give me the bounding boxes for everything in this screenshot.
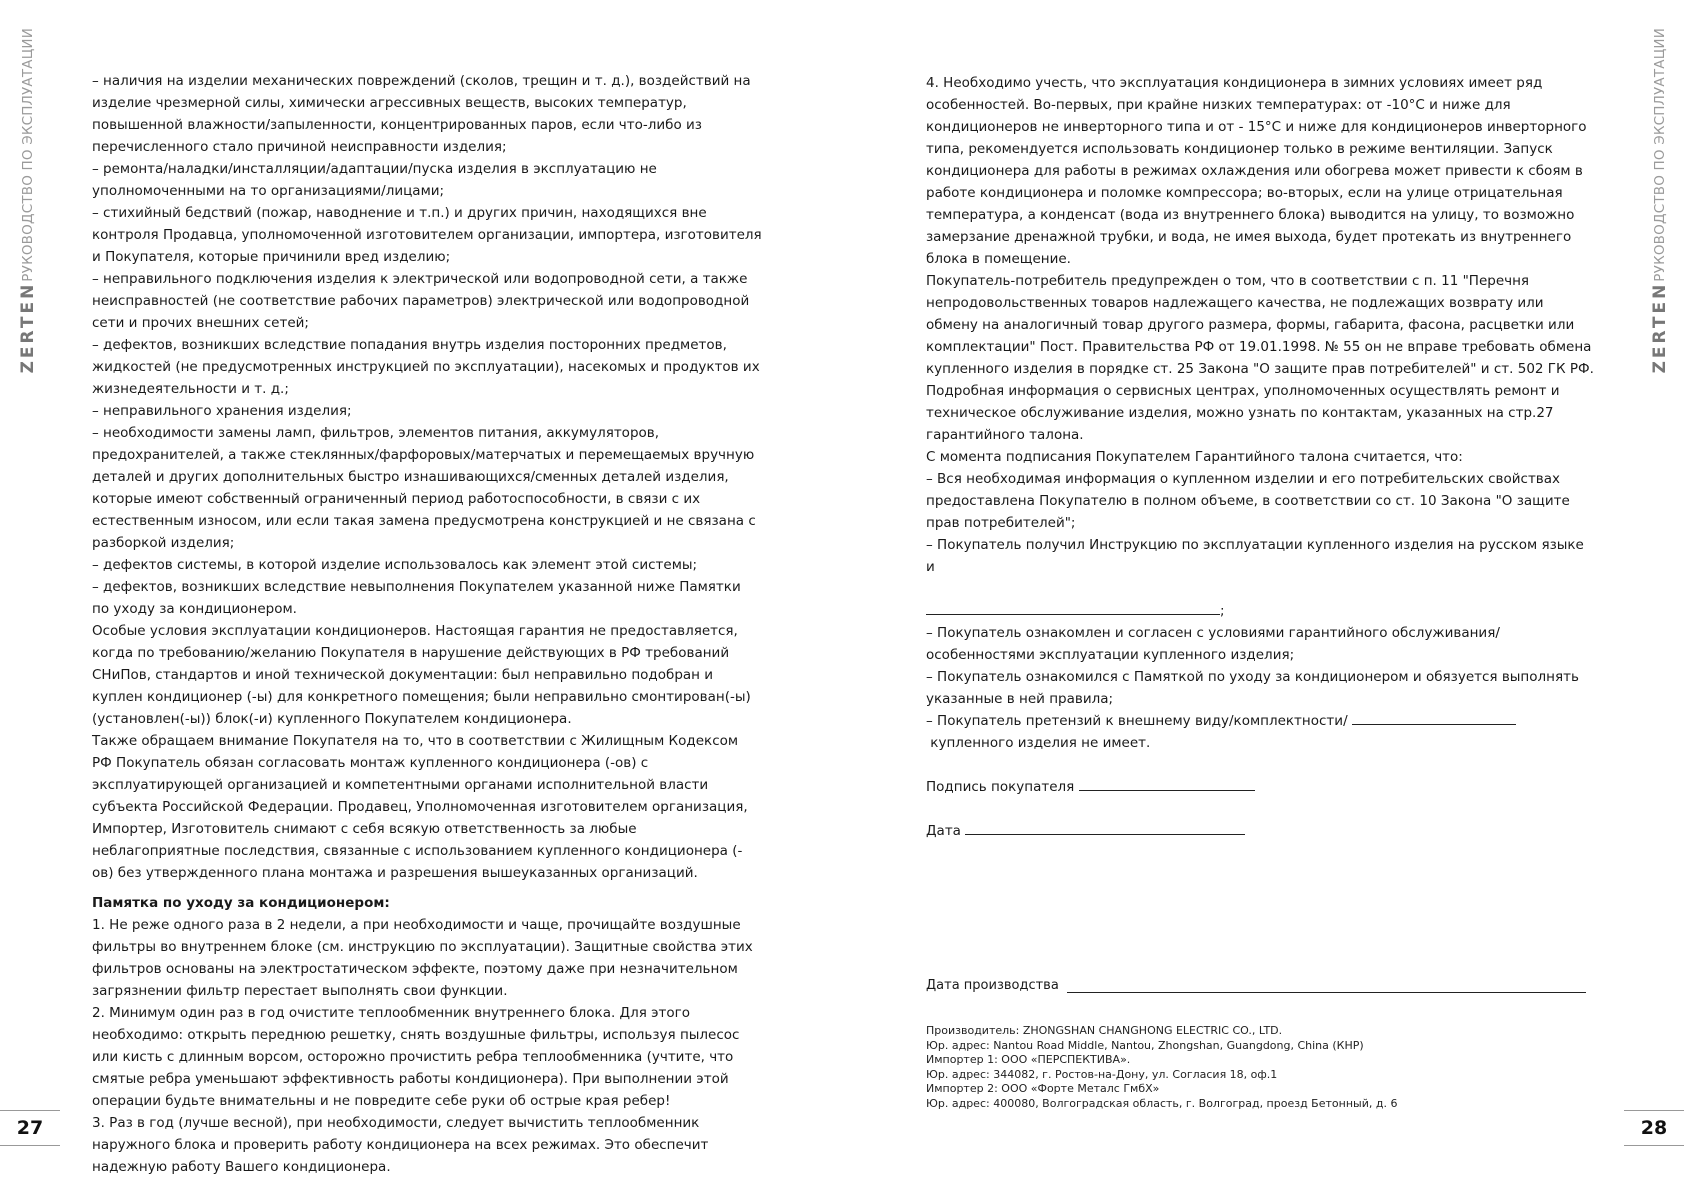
manual-subtitle-left: РУКОВОДСТВО ПО ЭКСПЛУАТАЦИИ — [20, 28, 36, 282]
side-label-right — [1650, 28, 1670, 374]
signature-label: Подпись покупателя — [926, 779, 1075, 795]
right-page-text — [926, 72, 1594, 842]
paragraph: – ремонта/наладки/инсталляции/адаптации/пуска изделия в эксплуатацию не уполномоченными на то организациями/лицами; — [92, 161, 657, 199]
date-row — [926, 820, 1594, 842]
paragraph-start: – Покупатель претензий к внешнему виду/комплектности/ — [926, 713, 1348, 729]
paragraph: Также обращаем внимание Покупателя на то, что в соответствии с Жилищным Кодексом РФ Покупатель обязан согласовать монтаж купленного кондиционера (-ов) с эксплуатирующей организацией и компетентными органами исполнительной власти субъекта Российской Федерации. Продавец, Уполномоченная изготовителем организация, Импортер, Изготовитель снимают с себя всякую ответственность за любые неблагоприятные последствия, связанные с использованием купленного кондиционера (-ов) без утвержденного плана монтажа и разрешения вышеуказанных организаций. — [92, 733, 748, 881]
paragraph: – неправильного хранения изделия; — [92, 403, 352, 419]
manufacturer-line: Юр. адрес: 344082, г. Ростов-на-Дону, ул. Согласия 18, оф.1 — [926, 1067, 1278, 1081]
manufacturer-line: Импортер 2: ООО «Форте Металс ГмбХ» — [926, 1082, 1160, 1095]
production-date-label: Дата производства — [926, 978, 1059, 993]
production-date-line — [1067, 980, 1586, 993]
paragraph: – Вся необходимая информация о купленном изделии и его потребительских свойствах предоставлена Покупателю в полном объеме, в соответствии со ст. 10 Закона "О защите прав потребителей"; — [926, 471, 1570, 531]
paragraph: – Покупатель ознакомился с Памяткой по уходу за кондиционером и обязуется выполнять указанные в ней правила; — [926, 669, 1579, 707]
manual-subtitle-right: РУКОВОДСТВО ПО ЭКСПЛУАТАЦИИ — [1652, 28, 1668, 282]
blank-suffix: ; — [1220, 603, 1225, 619]
manufacturer-line: Юр. адрес: Nantou Road Middle, Nantou, Zhongshan, Guangdong, China (КНР) — [926, 1038, 1364, 1052]
brand-logo-right: ZERTEN — [1650, 281, 1670, 374]
paragraph: – дефектов системы, в которой изделие использовалось как элемент этой системы; — [92, 557, 698, 573]
paragraph: – Покупатель получил Инструкцию по эксплуатации купленного изделия на русском языке и — [926, 537, 1584, 575]
signature-row — [926, 776, 1594, 798]
blank-line — [1352, 710, 1516, 725]
memo-item: 1. Не реже одного раза в 2 недели, а при необходимости и чаще, прочищайте воздушные фильтры во внутреннем блоке (см. инструкцию по эксплуатации). Защитные свойства этих фильтров основаны на электростатическом эффекте, поэтому даже при незначительном загрязнении фильтр перестает выполнять свои функции. — [92, 917, 753, 999]
side-label-left — [18, 28, 38, 374]
brand-logo-left: ZERTEN — [18, 281, 38, 374]
memo-title: Памятка по уходу за кондиционером: — [92, 895, 390, 911]
paragraph-end: купленного изделия не имеет. — [930, 735, 1151, 751]
paragraph: Покупатель-потребитель предупрежден о том, что в соответствии с п. 11 "Перечня непродовольственных товаров надлежащего качества, не подлежащих возврату или обмену на аналогичный товар другого размера, формы, габарита, фасона, расцветки или комплектации" Пост. Правительства РФ от 19.01.1998. № 55 он не вправе требовать обмена купленного изделия в порядке ст. 25 Закона "О защите прав потребителей" и ст. 502 ГК РФ. Подробная информация о сервисных центрах, уполномоченных осуществлять ремонт и техническое обслуживание изделия, можно узнать по контактам, указанных на стр.27 гарантийного талона. — [926, 273, 1594, 443]
paragraph: – необходимости замены ламп, фильтров, элементов питания, аккумуляторов, предохранителей, а также стеклянных/фарфоровых/матерчатых и перемещаемых вручную деталей и других дополнительных быстро изнашивающихся/сменных деталей изделия, которые имеют собственный ограниченный период работоспособности, в связи с их естественным износом, или если такая замена предусмотрена конструкцией и не связана с разборкой изделия; — [92, 425, 756, 551]
memo-item: 2. Минимум один раз в год очистите теплообменник внутреннего блока. Для этого необходимо: открыть переднюю решетку, снять воздушные фильтры, используя пылесос или кисть с длинным ворсом, осторожно прочистить ребра теплообменника (учтите, что смятые ребра уменьшают эффективность работы кондиционера). При выполнении этой операции будьте внимательны и не повредите себе руки об острые края ребер! — [92, 1005, 740, 1109]
paragraph: С момента подписания Покупателем Гарантийного талона считается, что: — [926, 449, 1463, 465]
manufacturer-info — [926, 1024, 1586, 1111]
paragraph: – дефектов, возникших вследствие попадания внутрь изделия посторонних предметов, жидкостей (не предусмотренных инструкцией по эксплуатации), насекомых и продуктов их жизнедеятельности и т. д.; — [92, 337, 760, 397]
production-date-row — [926, 978, 1586, 993]
date-line — [965, 820, 1245, 835]
paragraph: – наличия на изделии механических повреждений (сколов, трещин и т. д.), воздействий на изделие чрезмерной силы, химически агрессивных веществ, высоких температур, повышенной влажности/запыленности, концентрированных паров, если что-либо из перечисленного стало причиной неисправности изделия; — [92, 73, 751, 155]
paragraph: – стихийный бедствий (пожар, наводнение и т.п.) и других причин, находящихся вне контроля Продавца, уполномоченной изготовителем организации, импортера, изготовителя и Покупателя, которые причинили вред изделию; — [92, 205, 762, 265]
date-label: Дата — [926, 823, 961, 839]
paragraph: – неправильного подключения изделия к электрической или водопроводной сети, а также неисправностей (не соответствие рабочих параметров) электрической или водопроводной сети и прочих внешних сетей; — [92, 271, 750, 331]
paragraph: 4. Необходимо учесть, что эксплуатация кондиционера в зимних условиях имеет ряд особенностей. Во-первых, при крайне низких температурах: от -10°С и ниже для кондиционеров не инверторного типа и от - 15°С и ниже для кондиционеров инверторного типа, рекомендуется использовать кондиционер только в режиме вентиляции. Запуск кондиционера для работы в режимах охлаждения или обогрева может привести к сбоям в работе кондиционера и поломке компрессора; во-вторых, если на улице отрицательная температура, а конденсат (вода из внутреннего блока) выводится на улицу, то возможно замерзание дренажной трубки, и вода, не имея выхода, будет протекать из внутреннего блока в помещение. — [926, 75, 1587, 267]
manufacturer-line: Импортер 1: ООО «ПЕРСПЕКТИВА». — [926, 1053, 1131, 1066]
paragraph: Особые условия эксплуатации кондиционеров. Настоящая гарантия не предоставляется, когда по требованию/желанию Покупателя в нарушение действующих в РФ требований СНиПов, стандартов и иной технической документации: был неправильно подобран и куплен кондиционер (-ы) для конкретного помещения; были неправильно смонтирован(-ы) (установлен(-ы)) блок(-и) купленного Покупателем кондиционера. — [92, 623, 751, 727]
memo-item: 3. Раз в год (лучше весной), при необходимости, следует вычистить теплообменник наружного блока и проверить работу кондиционера на всех режимах. Это обеспечит надежную работу Вашего кондиционера. — [92, 1115, 709, 1175]
page-number-right: 28 — [1624, 1110, 1684, 1146]
paragraph-with-blank — [926, 710, 1594, 754]
blank-fill-row — [926, 600, 1594, 622]
paragraph: – Покупатель ознакомлен и согласен с условиями гарантийного обслуживания/ особенностями эксплуатации купленного изделия; — [926, 625, 1500, 663]
blank-line — [926, 600, 1220, 615]
paragraph: – дефектов, возникших вследствие невыполнения Покупателем указанной ниже Памятки по уходу за кондиционером. — [92, 579, 741, 617]
manufacturer-line: Производитель: ZHONGSHAN CHANGHONG ELECTRIC CO., LTD. — [926, 1024, 1283, 1037]
signature-line — [1079, 776, 1255, 791]
left-page-text — [92, 70, 762, 1178]
manufacturer-line: Юр. адрес: 400080, Волгоградская область, г. Волгоград, проезд Бетонный, д. 6 — [926, 1096, 1398, 1110]
page-number-left: 27 — [0, 1110, 60, 1146]
